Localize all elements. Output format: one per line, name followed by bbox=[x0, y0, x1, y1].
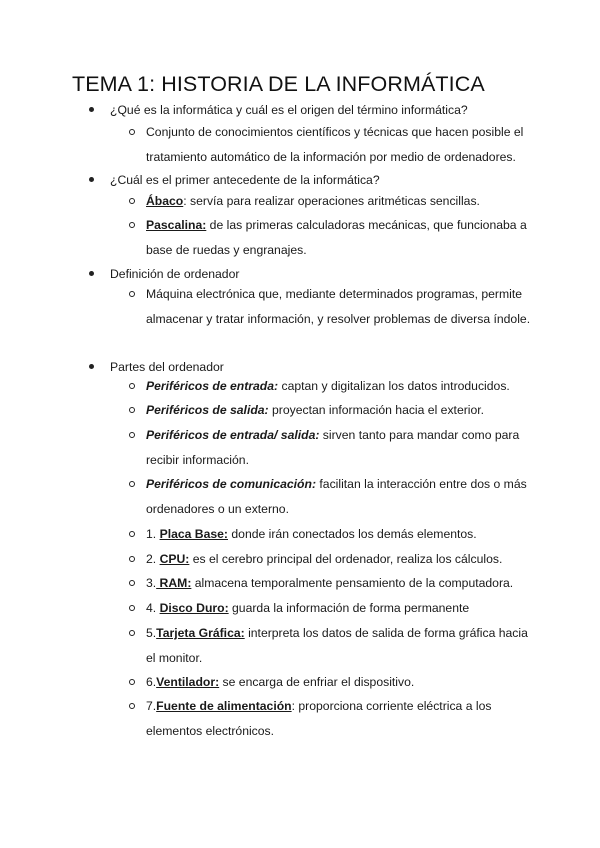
item-text: almacena temporalmente pensamiento de la computadora. bbox=[191, 576, 514, 590]
item-text: es el cerebro principal del ordenador, realiza los cálculos. bbox=[189, 552, 503, 566]
sub-bullet-definition-informatica bbox=[146, 120, 531, 169]
item-term: Disco Duro: bbox=[159, 601, 229, 615]
bullet-question-3: Definición de ordenador bbox=[110, 266, 530, 282]
item-prefix: 6. bbox=[146, 675, 157, 689]
bullet-question-2: ¿Cuál es el primer antecedente de la informática? bbox=[110, 172, 530, 188]
item-text: donde irán conectados los demás elementos. bbox=[228, 527, 477, 541]
sub-bullet-tarjeta-grafica bbox=[146, 621, 531, 670]
item-text: : servía para realizar operaciones aritméticas sencillas. bbox=[183, 194, 480, 208]
item-text: Máquina electrónica que, mediante determinados programas, permite almacenar y tratar información, y resolver problemas de diversa índole. bbox=[146, 287, 531, 326]
sub-bullet-perifericos-salida bbox=[146, 398, 531, 423]
item-prefix: 5. bbox=[146, 626, 157, 640]
item-term: Placa Base: bbox=[159, 527, 228, 541]
sub-bullet-ventilador bbox=[146, 670, 531, 695]
item-text: proyectan información hacia el exterior. bbox=[268, 403, 485, 417]
sub-bullet-perifericos-entrada-salida bbox=[146, 423, 531, 472]
item-term: Periféricos de entrada: bbox=[146, 379, 279, 393]
sub-bullet-definicion-ordenador bbox=[146, 282, 531, 331]
item-text: guarda la información de forma permanente bbox=[228, 601, 470, 615]
item-text: Conjunto de conocimientos científicos y técnicas que hacen posible el tratamiento automático de la información por medio de ordenadores. bbox=[146, 125, 524, 164]
sub-bullet-ram bbox=[146, 571, 531, 596]
item-prefix: 1. bbox=[146, 527, 160, 541]
item-term: CPU: bbox=[159, 552, 190, 566]
item-term: Fuente de alimentación bbox=[156, 699, 292, 713]
item-prefix: 4. bbox=[146, 601, 160, 615]
item-term: Ábaco bbox=[146, 194, 184, 208]
item-text: de las primeras calculadoras mecánicas, que funcionaba a base de ruedas y engranajes. bbox=[146, 218, 527, 257]
item-term: Periféricos de comunicación: bbox=[146, 477, 317, 491]
sub-bullet-fuente-alimentacion bbox=[146, 694, 531, 743]
item-term: Periféricos de entrada/ salida: bbox=[146, 428, 320, 442]
item-text: sirven tanto para mandar como para recibir información. bbox=[146, 428, 520, 467]
item-text: captan y digitalizan los datos introducidos. bbox=[278, 379, 510, 393]
sub-bullet-perifericos-comunicacion bbox=[146, 472, 531, 521]
sub-bullet-cpu bbox=[146, 547, 531, 572]
item-text: : proporciona corriente eléctrica a los elementos electrónicos. bbox=[146, 699, 492, 738]
item-prefix: 7. bbox=[146, 699, 157, 713]
item-text: interpreta los datos de salida de forma gráfica hacia el monitor. bbox=[146, 626, 528, 665]
item-term: Pascalina: bbox=[146, 218, 207, 232]
sub-bullet-placa-base bbox=[146, 522, 531, 547]
sub-bullet-abaco bbox=[146, 189, 531, 214]
bullet-question-4: Partes del ordenador bbox=[110, 359, 530, 375]
item-text: se encarga de enfriar el dispositivo. bbox=[219, 675, 415, 689]
item-term: RAM: bbox=[156, 576, 192, 590]
item-prefix: 3. bbox=[146, 576, 157, 590]
item-prefix: 2. bbox=[146, 552, 160, 566]
item-term: Periféricos de salida: bbox=[146, 403, 269, 417]
item-term: Ventilador: bbox=[156, 675, 220, 689]
item-term: Tarjeta Gráfica: bbox=[156, 626, 245, 640]
page-title: TEMA 1: HISTORIA DE LA INFORMÁTICA bbox=[72, 72, 485, 96]
sub-bullet-disco-duro bbox=[146, 596, 531, 621]
bullet-question-1: ¿Qué es la informática y cuál es el origen del término informática? bbox=[110, 102, 530, 118]
item-text: facilitan la interacción entre dos o más ordenadores o un externo. bbox=[146, 477, 527, 516]
sub-bullet-perifericos-entrada bbox=[146, 374, 531, 399]
sub-bullet-pascalina bbox=[146, 213, 531, 262]
